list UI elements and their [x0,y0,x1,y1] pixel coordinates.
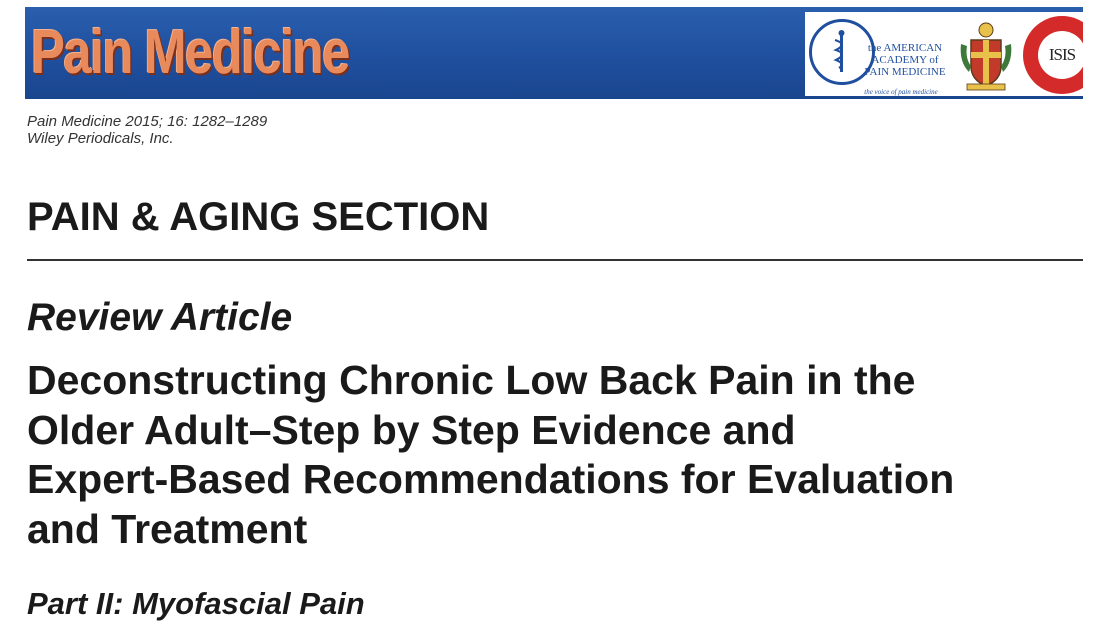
society-logos [805,12,1083,96]
article-subtitle: Part II: Myofascial Pain [27,586,365,621]
article-title-line: Expert-Based Recommendations for Evaluation [27,456,955,502]
aapm-name-line: PAIN MEDICINE [864,66,946,78]
section-heading: PAIN & AGING SECTION [27,195,490,239]
section-divider [27,259,1083,261]
aapm-tagline: the voice of pain medicine [864,88,938,96]
article-title-line: Deconstructing Chronic Low Back Pain in the [27,357,916,403]
article-type: Review Article [27,296,293,339]
article-title [27,356,1087,554]
journal-banner [25,7,1083,99]
aapm-name-line: the AMERICAN [867,42,943,54]
aapm-name-line: ACADEMY of [871,54,939,66]
crest-icon [957,18,1015,92]
isis-seal-icon [1023,16,1083,94]
citation-publisher: Wiley Periodicals, Inc. [27,130,174,147]
article-title-line: Older Adult–Step by Step Evidence and [27,406,796,453]
article-title-line: and Treatment [27,505,308,552]
aapm-name [863,42,947,78]
journal-logo: Pain Medicine [31,18,349,87]
citation-journal-volume: Pain Medicine 2015; 16: 1282–1289 [27,113,268,130]
citation [27,113,267,147]
isis-seal-center: ISIS [1038,31,1083,79]
